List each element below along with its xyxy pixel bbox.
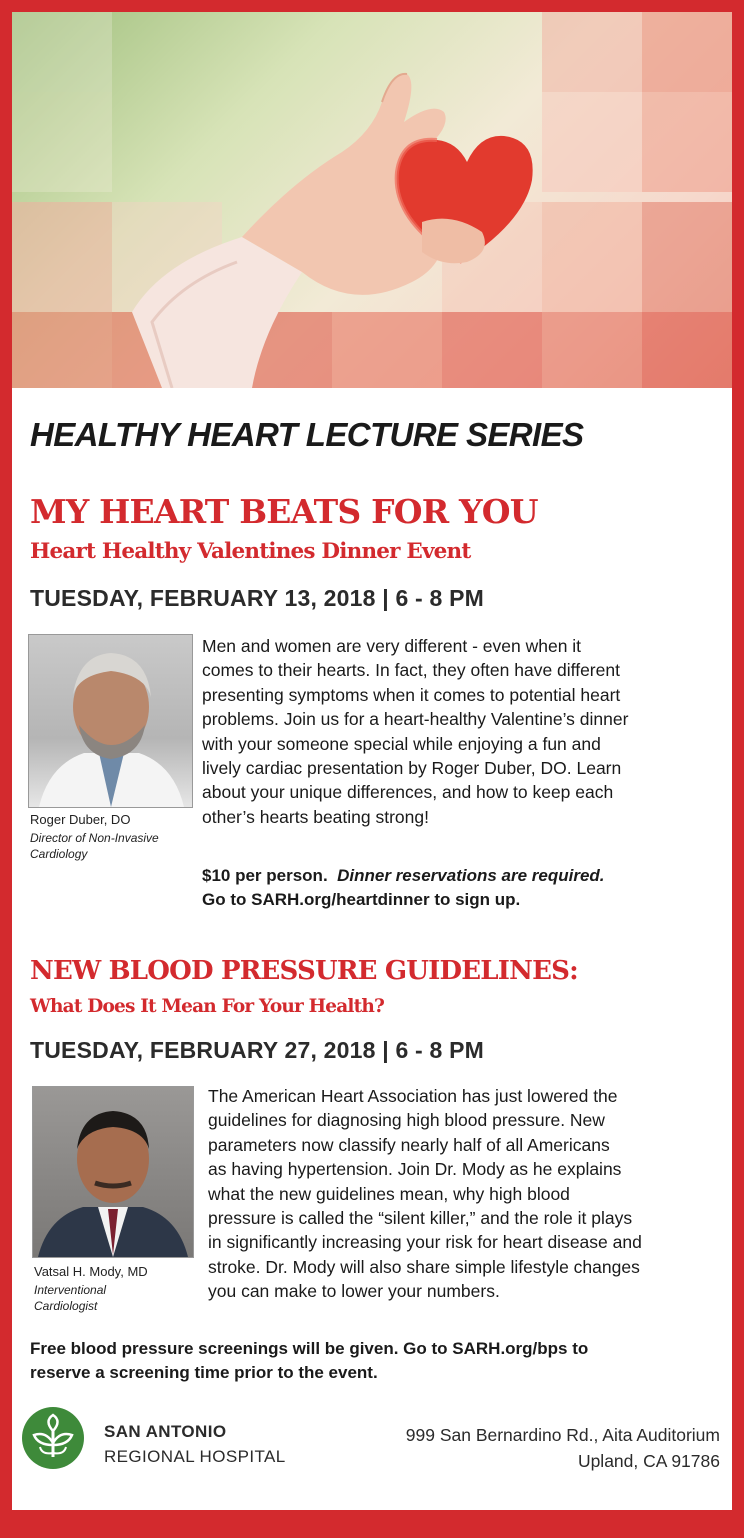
series-title: HEALTHY HEART LECTURE SERIES bbox=[30, 416, 584, 453]
event2-cta: Free blood pressure screenings will be given. Go to SARH.org/bps to reserve a screening time prior to the event. bbox=[30, 1339, 589, 1382]
hospital-name: SAN ANTONIO bbox=[104, 1422, 227, 1441]
event1-cta: $10 per person. Dinner reservations are required. Go to SARH.org/heartdinner to sign up. bbox=[202, 866, 605, 909]
event1-description: Men and women are very different - even when it comes to their hearts. In fact, they often have different presenting symptoms when it comes to potential heart problems. Join us for a heart-healthy Valentine’s dinner with your someone special while enjoying a fun and lively cardiac presentation by Roger Duber, DO. Learn about your unique differences, and how to keep each other’s hearts beating strong! bbox=[202, 636, 629, 827]
speaker1-photo bbox=[28, 634, 193, 808]
event2-description: The American Heart Association has just lowered the guidelines for diagnosing high blood pressure. New parameters now classify nearly half of all Americans as having hypertension. Join Dr. Mody as he explains what the new guidelines mean, why high blood pressure is called the “silent killer,” and the role it plays in significantly increasing your risk for heart disease and stroke. Dr. Mody will also share simple lifestyle changes you can make to lower your numbers. bbox=[208, 1086, 642, 1302]
address-line-2: Upland, CA 91786 bbox=[577, 1451, 720, 1471]
hospital-subname: REGIONAL HOSPITAL bbox=[104, 1447, 286, 1466]
event2-date: TUESDAY, FEBRUARY 27, 2018 | 6 - 8 PM bbox=[30, 1037, 484, 1063]
event2-title: NEW BLOOD PRESSURE GUIDELINES: bbox=[30, 956, 578, 986]
bottom-bar bbox=[0, 1510, 744, 1538]
speaker2-photo bbox=[32, 1086, 194, 1258]
event1-title: MY HEART BEATS FOR YOU bbox=[30, 492, 538, 531]
hospital-logo bbox=[22, 1407, 84, 1469]
speaker2-name: Vatsal H. Mody, MD bbox=[34, 1264, 148, 1279]
speaker2-role: Interventional Cardiologist bbox=[34, 1283, 107, 1313]
hero-illustration bbox=[12, 12, 732, 388]
event2-subtitle: What Does It Mean For Your Health? bbox=[30, 996, 385, 1017]
event1-date: TUESDAY, FEBRUARY 13, 2018 | 6 - 8 PM bbox=[30, 585, 484, 611]
event1-subtitle: Heart Healthy Valentines Dinner Event bbox=[30, 539, 471, 564]
hero-image bbox=[12, 12, 732, 388]
speaker1-name: Roger Duber, DO bbox=[30, 812, 131, 827]
speaker1-role: Director of Non-Invasive Cardiology bbox=[30, 831, 159, 861]
address-line-1: 999 San Bernardino Rd., Aita Auditorium bbox=[405, 1425, 720, 1445]
